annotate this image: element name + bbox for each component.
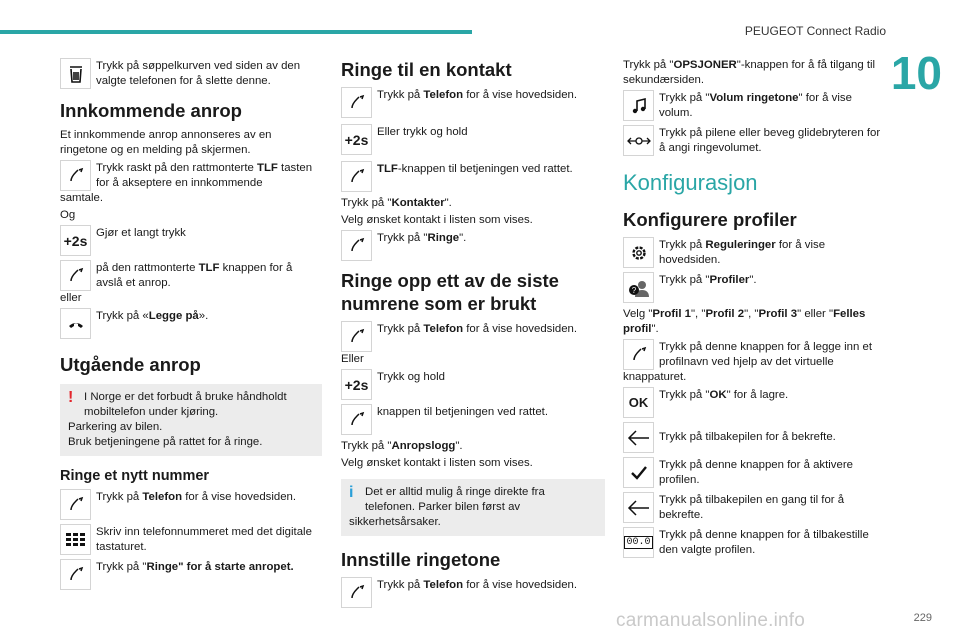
step-ok: OK Trykk på "OK" for å lagre. xyxy=(623,387,885,418)
header-rule xyxy=(0,30,472,34)
heading-new-number: Ringe et nytt nummer xyxy=(60,468,210,484)
steering-button-icon xyxy=(60,559,91,590)
step-name: Trykk på denne knappen for å legge inn et profilnavn ved hjelp av det virtuelle xyxy=(623,339,885,370)
step-slider: Trykk på pilene eller beveg glidebryteren for å angi ringevolumet. xyxy=(623,125,885,156)
step-activate: Trykk på denne knappen for å aktivere profilen. xyxy=(623,457,885,488)
column-2: Ringe til en kontakt Trykk på Telefon for å vise hovedsiden. +2s Eller trykk og hold TLF-knappen til betjeningen ved rattet. Trykk på "Kontakter". Velg ønsket kontakt i listen som vises. Trykk på "Ringe". Ringe opp ett av de siste numrene som er brukt Trykk på Telefon for å vise hovedsiden. Eller +2s Trykk og hold knappen til betjeningen ved rattet. Trykk på "Anropslogg". Velg ønsket kontakt i listen som vises. i Det er alltid mulig å ringe direkte fra telefonen. Parker bilen først av sikkerhetsårsaker. Innstille ringetone Trykk på Telefon for å vise hovedsiden. xyxy=(341,58,605,612)
steering-button-icon xyxy=(341,321,372,352)
steering-button-icon xyxy=(60,160,91,191)
step-hold: +2s Eller trykk og hold xyxy=(341,124,605,155)
step-back-again: Trykk på tilbakepilen en gang til for å bekrefte. xyxy=(623,492,885,523)
steering-button-icon xyxy=(623,339,654,370)
column-3: Trykk på "OPSJONER"-knappen for å få tilgang til sekundærsiden. Trykk på "Volum ringetone" for å vise volum. Trykk på pilene eller beveg glidebryteren for å angi ringevolumet. Konfigurasjon Konfigurere profiler Trykk på Reguleringer for å vise hovedsiden. ? Trykk på "Profiler". Velg "Profil 1", "Profil 2", "Profil 3" eller "Felles profil". Trykk på denne knappen for å legge inn et profilnavn ved hjelp av det virtuelle knappaturet. OK Trykk på "OK" for å lagre. Trykk på tilbakepilen for å bekrefte. Trykk på denne knappen for å aktivere profilen. Trykk på tilbakepilen en gang til for å bekrefte. 00.0 Trykk på denne knappen for å tilbakestille den valgte profilen. xyxy=(623,58,885,562)
keypad-icon xyxy=(60,524,91,555)
svg-text:?: ? xyxy=(631,285,636,295)
step-profiles: ? Trykk på "Profiler". xyxy=(623,272,885,303)
warning-box: ! I Norge er det forbudt å bruke håndholdt mobiltelefon under kjøring. Parkering av bilen. Bruk betjeningene på rattet for å ringe. xyxy=(60,384,322,456)
heading-incoming-call: Innkommende anrop xyxy=(60,100,242,121)
step-back: Trykk på tilbakepilen for å bekrefte. xyxy=(623,422,885,453)
paragraph: Et innkommende anrop annonseres av en ringetone og en melding på skjermen. xyxy=(60,129,272,156)
heading-outgoing-call: Utgående anrop xyxy=(60,354,201,375)
chapter-number: 10 xyxy=(890,47,942,99)
step-hang-up: Trykk på «Legge på». xyxy=(60,308,322,339)
ok-icon: OK xyxy=(623,387,654,418)
back-arrow-icon xyxy=(623,492,654,523)
warning-icon: ! xyxy=(68,389,74,406)
step-call: Trykk på "Ringe" for å starte anropet. xyxy=(60,559,322,590)
steering-button-icon xyxy=(60,260,91,291)
watermark: carmanualsonline.info xyxy=(616,610,806,631)
step-volume: Trykk på "Volum ringetone" for å vise volum. xyxy=(623,90,885,121)
trash-icon xyxy=(60,58,91,89)
step-reject: på den rattmonterte TLF knappen for å avslå et anrop. xyxy=(60,260,322,291)
step-hold: +2s Trykk og hold xyxy=(341,369,605,400)
header-title: PEUGEOT Connect Radio xyxy=(744,24,886,38)
heading-ringtone: Innstille ringetone xyxy=(341,549,501,570)
page-number: 229 xyxy=(913,612,932,624)
step-keypad: Skriv inn telefonnummeret med det digitale tastaturet. xyxy=(60,524,322,555)
steering-button-icon xyxy=(341,404,372,435)
heading-configure-profiles: Konfigurere profiler xyxy=(623,209,797,230)
steering-button-icon xyxy=(341,161,372,192)
step-telefon: Trykk på Telefon for å vise hovedsiden. xyxy=(341,87,605,118)
step-telefon: Trykk på Telefon for å vise hovedsiden. xyxy=(60,489,322,520)
reset-icon: 00.0 xyxy=(623,527,654,558)
hang-up-icon xyxy=(60,308,91,339)
slider-icon xyxy=(623,125,654,156)
music-note-icon xyxy=(623,90,654,121)
step-trash: Trykk på søppelkurven ved siden av den valgte telefonen for å slette denne. xyxy=(60,58,322,89)
step-ring: Trykk på "Ringe". xyxy=(341,230,605,261)
steering-button-icon xyxy=(341,87,372,118)
column-1: Trykk på søppelkurven ved siden av den valgte telefonen for å slette denne. Innkommende anrop Et innkommende anrop annonseres av en ringetone og en melding på skjermen. Trykk raskt på den rattmonterte TLF tasten for å akseptere en innkommende samtale. Og +2s Gjør et langt trykk på den rattmonterte TLF knappen for å avslå et anrop. eller Trykk på «Legge på». Utgående anrop ! I Norge er det forbudt å bruke håndholdt mobiltelefon under kjøring. Parkering av bilen. Bruk betjeningene på rattet for å ringe. Ringe et nytt nummer Trykk på Telefon for å vise hovedsiden. Skriv inn telefonnummeret med det digitale tastaturet. Trykk på "Ringe" for å starte anropet. xyxy=(60,58,322,594)
step-telefon: Trykk på Telefon for å vise hovedsiden. xyxy=(341,321,605,352)
step-button: knappen til betjeningen ved rattet. xyxy=(341,404,605,435)
step-reset: 00.0 Trykk på denne knappen for å tilbakestille den valgte profilen. xyxy=(623,527,885,558)
info-box: i Det er alltid mulig å ringe direkte fra telefonen. Parker bilen først av sikkerhetsårsaker. xyxy=(341,479,605,536)
steering-button-icon xyxy=(60,489,91,520)
step-tlf: TLF-knappen til betjeningen ved rattet. xyxy=(341,161,605,192)
info-icon: i xyxy=(349,484,354,501)
step-accept: Trykk raskt på den rattmonterte TLF tasten for å akseptere en innkommende xyxy=(60,160,322,191)
steering-button-icon xyxy=(341,577,372,608)
step-long-press: +2s Gjør et langt trykk xyxy=(60,225,322,256)
hold-2s-icon: +2s xyxy=(341,369,372,400)
step-settings: Trykk på Reguleringer for å vise hovedsiden. xyxy=(623,237,885,268)
hold-2s-icon: +2s xyxy=(60,225,91,256)
heading-recent-numbers: Ringe opp ett av de siste numrene som er brukt xyxy=(341,270,559,314)
profile-icon xyxy=(623,272,654,303)
gear-icon xyxy=(623,237,654,268)
step-telefon: Trykk på Telefon for å vise hovedsiden. xyxy=(341,577,605,608)
heading-call-contact: Ringe til en kontakt xyxy=(341,59,512,80)
back-arrow-icon xyxy=(623,422,654,453)
checkmark-icon xyxy=(623,457,654,488)
steering-button-icon xyxy=(341,230,372,261)
heading-configuration: Konfigurasjon xyxy=(623,170,758,195)
hold-2s-icon: +2s xyxy=(341,124,372,155)
